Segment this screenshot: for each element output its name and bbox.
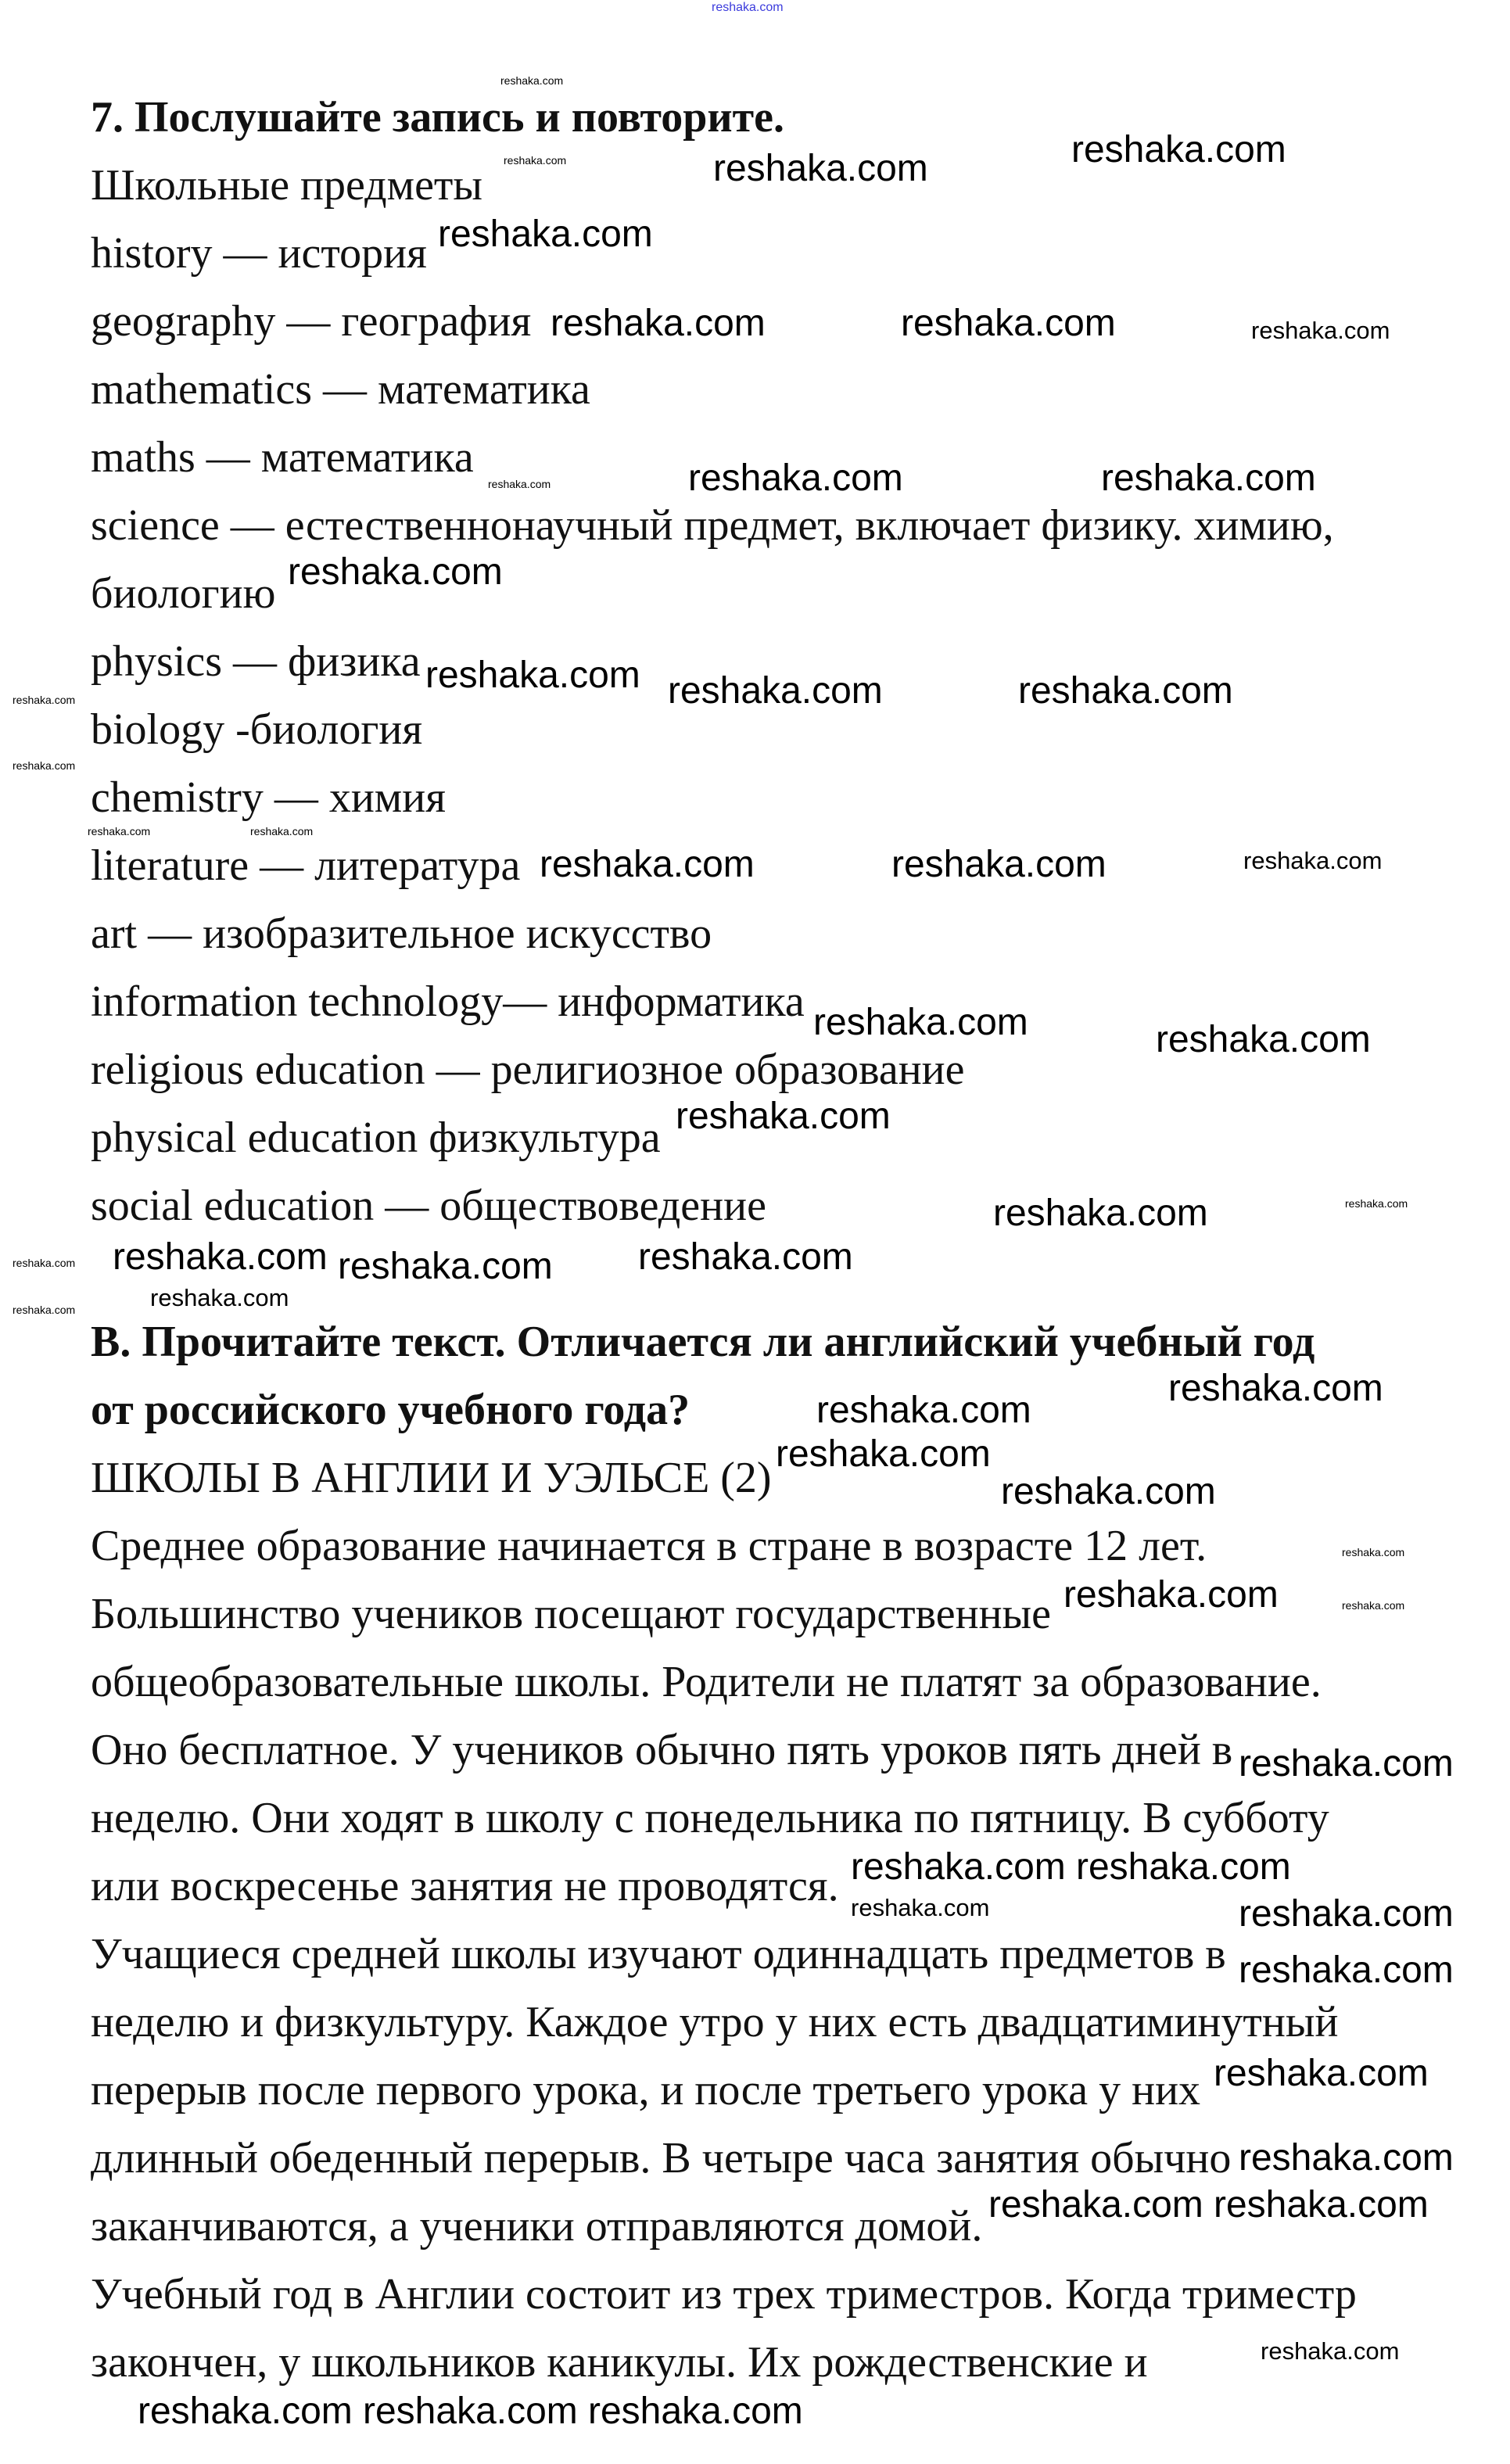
vocab-item: art — изобразительное искусство: [91, 909, 712, 958]
watermark: reshaka.com: [150, 1284, 289, 1311]
watermark: reshaka.com: [1168, 1368, 1383, 1409]
watermark: reshaka.com: [988, 2184, 1203, 2225]
text-line: длинный обеденный перерыв. В четыре часа занятия обычно: [91, 2134, 1232, 2182]
text-line: Среднее образование начинается в стране в возрасте 12 лет.: [91, 1522, 1207, 1570]
vocab-item: biology -биология: [91, 705, 423, 754]
exercise-7-title: 7. Послушайте запись и повторите.: [91, 93, 785, 142]
watermark: reshaka.com: [688, 457, 903, 499]
watermark: reshaka.com: [500, 74, 564, 87]
watermark: reshaka.com: [1345, 1197, 1408, 1210]
watermark: reshaka.com: [713, 148, 928, 189]
watermark: reshaka.com: [851, 1894, 990, 1921]
vocab-item: literature — литература: [91, 841, 521, 890]
watermark: reshaka.com: [1342, 1599, 1405, 1612]
watermark: reshaka.com: [816, 1390, 1031, 1431]
watermark: reshaka.com: [1071, 129, 1286, 170]
watermark: reshaka.com: [88, 825, 151, 837]
watermark: reshaka.com: [1342, 1546, 1405, 1558]
watermark: reshaka.com: [1243, 847, 1383, 874]
text-heading: ШКОЛЫ В АНГЛИИ И УЭЛЬСЕ (2): [91, 1454, 772, 1502]
watermark: reshaka.com: [250, 825, 314, 837]
vocab-item: physics — физика: [91, 637, 421, 686]
watermark: reshaka.com: [776, 1433, 991, 1475]
text-line: Большинство учеников посещают государственные: [91, 1590, 1052, 1638]
watermark: reshaka.com: [1251, 317, 1390, 344]
watermark: reshaka.com: [1239, 2137, 1454, 2179]
vocab-item: geography — география: [91, 297, 532, 346]
vocab-item: chemistry — химия: [91, 773, 446, 822]
text-line: заканчиваются, а ученики отправляются домой.: [91, 2202, 983, 2251]
watermark: reshaka.com: [588, 2390, 803, 2432]
watermark: reshaka.com: [1156, 1019, 1371, 1060]
watermark: reshaka.com: [288, 551, 503, 593]
watermark: reshaka.com: [668, 670, 883, 712]
watermark: reshaka.com: [551, 303, 766, 344]
watermark: reshaka.com: [1214, 2184, 1429, 2225]
watermark: reshaka.com: [1063, 1574, 1279, 1616]
text-line: Оно бесплатное. У учеников обычно пять уроков пять дней в: [91, 1726, 1233, 1774]
watermark: reshaka.com: [113, 1236, 328, 1278]
watermark: reshaka.com: [363, 2390, 578, 2432]
vocab-item: maths — математика: [91, 433, 474, 482]
text-line: неделю. Они ходят в школу с понедельника по пятницу. В субботу: [91, 1794, 1329, 1842]
watermark: reshaka.com: [425, 655, 640, 696]
vocab-item: religious education — религиозное образование: [91, 1045, 965, 1094]
spacer: [91, 1249, 99, 1299]
watermark: reshaka.com: [901, 303, 1116, 344]
watermark: reshaka.com: [1261, 2337, 1400, 2365]
watermark: reshaka.com: [504, 154, 567, 167]
watermark: reshaka.com: [1214, 2053, 1429, 2094]
text-line: перерыв после первого урока, и после третьего урока у них: [91, 2066, 1201, 2114]
watermark: reshaka.com: [1101, 457, 1316, 499]
vocab-item: physical education физкультура: [91, 1114, 661, 1162]
text-line: Учебный год в Англии состоит из трех триместров. Когда триместр: [91, 2270, 1357, 2319]
text-line: закончен, у школьников каникулы. Их рождественские и: [91, 2338, 1148, 2387]
vocab-item: history — история: [91, 229, 427, 278]
watermark: reshaka.com: [813, 1002, 1028, 1043]
watermark: reshaka.com: [851, 1846, 1066, 1888]
watermark: reshaka.com: [13, 694, 76, 706]
subjects-heading: Школьные предметы: [91, 161, 483, 210]
watermark: reshaka.com: [13, 1304, 76, 1316]
watermark: reshaka.com: [488, 478, 551, 490]
watermark: reshaka.com: [338, 1246, 553, 1287]
watermark: reshaka.com: [1018, 670, 1233, 712]
watermark: reshaka.com: [540, 844, 755, 885]
vocab-item: social education — обществоведение: [91, 1182, 766, 1230]
watermark: reshaka.com: [712, 1, 784, 14]
vocab-item: science — естественнонаучный предмет, включает физику. химию,: [91, 501, 1334, 550]
watermark: reshaka.com: [1001, 1471, 1216, 1512]
vocab-item: mathematics — математика: [91, 365, 590, 414]
text-line: неделю и физкультуру. Каждое утро у них есть двадцатиминутный: [91, 1998, 1339, 2046]
text-line: или воскресенье занятия не проводятся.: [91, 1862, 839, 1910]
watermark: reshaka.com: [13, 759, 76, 772]
exercise-b-title-cont: от российского учебного года?: [91, 1386, 690, 1434]
watermark: reshaka.com: [1076, 1846, 1291, 1888]
watermark: reshaka.com: [438, 213, 653, 255]
vocab-item: information technology— информатика: [91, 977, 805, 1026]
text-line: общеобразовательные школы. Родители не платят за образование.: [91, 1658, 1322, 1706]
watermark: reshaka.com: [638, 1236, 853, 1278]
vocab-item: биологию: [91, 569, 276, 618]
watermark: reshaka.com: [993, 1193, 1208, 1234]
watermark: reshaka.com: [1239, 1949, 1454, 1991]
watermark: reshaka.com: [891, 844, 1106, 885]
watermark: reshaka.com: [676, 1096, 891, 1137]
watermark: reshaka.com: [1239, 1893, 1454, 1935]
watermark: reshaka.com: [1239, 1743, 1454, 1784]
exercise-b-title: В. Прочитайте текст. Отличается ли английский учебный год: [91, 1318, 1315, 1366]
watermark: reshaka.com: [138, 2390, 353, 2432]
watermark: reshaka.com: [13, 1257, 76, 1269]
text-line: Учащиеся средней школы изучают одиннадцать предметов в: [91, 1930, 1226, 1978]
